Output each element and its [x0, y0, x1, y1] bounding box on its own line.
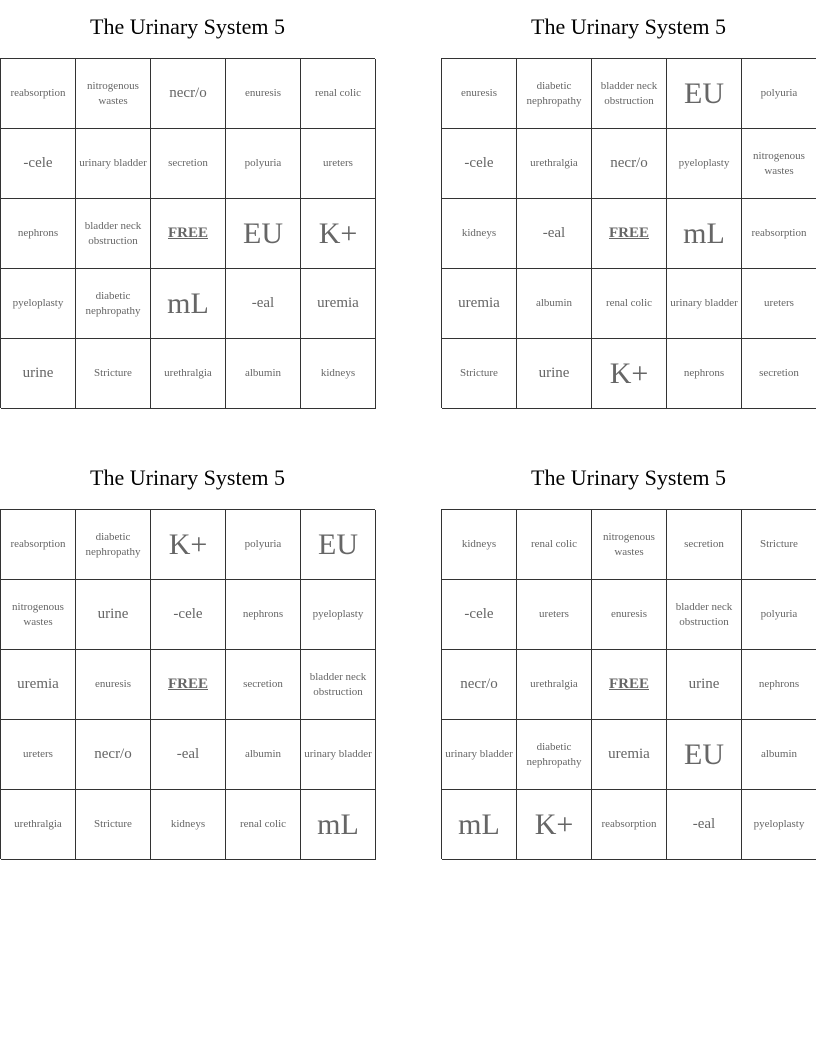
- bingo-cell: K+: [517, 790, 592, 860]
- bingo-cell: urine: [76, 580, 151, 650]
- bingo-cell: diabetic nephropathy: [517, 59, 592, 129]
- bingo-cell: pyeloplasty: [667, 129, 742, 199]
- bingo-cell: urethralgia: [1, 790, 76, 860]
- bingo-cell: bladder neck obstruction: [301, 650, 376, 720]
- bingo-grid: [0, 509, 375, 859]
- bingo-cell: albumin: [226, 720, 301, 790]
- bingo-cell: pyeloplasty: [1, 269, 76, 339]
- bingo-cell: enuresis: [76, 650, 151, 720]
- bingo-cell: ureters: [1, 720, 76, 790]
- bingo-cell: diabetic nephropathy: [517, 720, 592, 790]
- bingo-cell: renal colic: [517, 510, 592, 580]
- bingo-cell: necr/o: [76, 720, 151, 790]
- bingo-cell: mL: [151, 269, 226, 339]
- bingo-cell: K+: [301, 199, 376, 269]
- bingo-cell: -eal: [151, 720, 226, 790]
- bingo-cell: -eal: [226, 269, 301, 339]
- bingo-cell: secretion: [667, 510, 742, 580]
- bingo-cell: uremia: [592, 720, 667, 790]
- bingo-cell: -cele: [442, 580, 517, 650]
- bingo-cell: EU: [226, 199, 301, 269]
- bingo-cell: -eal: [517, 199, 592, 269]
- bingo-cell: urethralgia: [151, 339, 226, 409]
- bingo-cell: urinary bladder: [667, 269, 742, 339]
- bingo-cell: reabsorption: [592, 790, 667, 860]
- bingo-cell: ureters: [517, 580, 592, 650]
- bingo-cell: mL: [667, 199, 742, 269]
- bingo-cell: kidneys: [151, 790, 226, 860]
- bingo-cell: nitrogenous wastes: [1, 580, 76, 650]
- bingo-cell: enuresis: [226, 59, 301, 129]
- bingo-cell: kidneys: [301, 339, 376, 409]
- bingo-cell: -cele: [151, 580, 226, 650]
- bingo-cell: Stricture: [442, 339, 517, 409]
- bingo-cell: kidneys: [442, 199, 517, 269]
- bingo-cell: reabsorption: [742, 199, 816, 269]
- bingo-cell: necr/o: [442, 650, 517, 720]
- bingo-cell: K+: [592, 339, 667, 409]
- bingo-cell: -eal: [667, 790, 742, 860]
- bingo-cell: Stricture: [742, 510, 816, 580]
- bingo-cell: polyuria: [742, 59, 816, 129]
- bingo-cell: urinary bladder: [301, 720, 376, 790]
- bingo-cell: nephrons: [226, 580, 301, 650]
- bingo-cell: uremia: [1, 650, 76, 720]
- bingo-cell: necr/o: [592, 129, 667, 199]
- bingo-cell: mL: [442, 790, 517, 860]
- free-space: FREE: [151, 199, 226, 269]
- bingo-grid: [0, 58, 375, 408]
- bingo-cell: albumin: [742, 720, 816, 790]
- bingo-cell: ureters: [742, 269, 816, 339]
- bingo-cell: Stricture: [76, 790, 151, 860]
- bingo-cell: Stricture: [76, 339, 151, 409]
- bingo-cell: mL: [301, 790, 376, 860]
- bingo-cell: enuresis: [592, 580, 667, 650]
- bingo-cell: urethralgia: [517, 650, 592, 720]
- free-space: FREE: [592, 650, 667, 720]
- bingo-cell: pyeloplasty: [301, 580, 376, 650]
- bingo-cell: polyuria: [226, 129, 301, 199]
- card-title: The Urinary System 5: [531, 14, 726, 39]
- bingo-cell: albumin: [517, 269, 592, 339]
- bingo-cell: diabetic nephropathy: [76, 269, 151, 339]
- bingo-cell: -cele: [1, 129, 76, 199]
- bingo-cell: nitrogenous wastes: [742, 129, 816, 199]
- bingo-cell: urine: [667, 650, 742, 720]
- bingo-cell: kidneys: [442, 510, 517, 580]
- bingo-grid: [441, 58, 816, 408]
- bingo-cell: nitrogenous wastes: [592, 510, 667, 580]
- bingo-cell: albumin: [226, 339, 301, 409]
- bingo-cell: bladder neck obstruction: [76, 199, 151, 269]
- card-title: The Urinary System 5: [90, 14, 285, 39]
- bingo-cell: reabsorption: [1, 59, 76, 129]
- bingo-cell: pyeloplasty: [742, 790, 816, 860]
- bingo-cell: uremia: [301, 269, 376, 339]
- bingo-cell: ureters: [301, 129, 376, 199]
- bingo-cell: nephrons: [742, 650, 816, 720]
- bingo-grid: [441, 509, 816, 859]
- bingo-cell: -cele: [442, 129, 517, 199]
- bingo-cell: polyuria: [226, 510, 301, 580]
- bingo-cell: bladder neck obstruction: [667, 580, 742, 650]
- bingo-cell: secretion: [226, 650, 301, 720]
- bingo-cell: renal colic: [592, 269, 667, 339]
- bingo-cell: renal colic: [301, 59, 376, 129]
- bingo-cell: reabsorption: [1, 510, 76, 580]
- bingo-cell: secretion: [151, 129, 226, 199]
- bingo-cell: polyuria: [742, 580, 816, 650]
- bingo-cell: urine: [1, 339, 76, 409]
- free-space: FREE: [151, 650, 226, 720]
- bingo-cell: bladder neck obstruction: [592, 59, 667, 129]
- bingo-cell: nephrons: [1, 199, 76, 269]
- bingo-cell: secretion: [742, 339, 816, 409]
- bingo-cell: urethralgia: [517, 129, 592, 199]
- bingo-cell: enuresis: [442, 59, 517, 129]
- free-space: FREE: [592, 199, 667, 269]
- bingo-cell: urinary bladder: [442, 720, 517, 790]
- bingo-cell: diabetic nephropathy: [76, 510, 151, 580]
- bingo-cell: K+: [151, 510, 226, 580]
- bingo-cell: urinary bladder: [76, 129, 151, 199]
- bingo-cell: uremia: [442, 269, 517, 339]
- bingo-cell: necr/o: [151, 59, 226, 129]
- bingo-cell: urine: [517, 339, 592, 409]
- bingo-cell: nephrons: [667, 339, 742, 409]
- card-title: The Urinary System 5: [531, 465, 726, 490]
- card-title: The Urinary System 5: [90, 465, 285, 490]
- bingo-cell: nitrogenous wastes: [76, 59, 151, 129]
- bingo-cell: EU: [301, 510, 376, 580]
- bingo-cell: EU: [667, 720, 742, 790]
- bingo-cell: EU: [667, 59, 742, 129]
- bingo-cell: renal colic: [226, 790, 301, 860]
